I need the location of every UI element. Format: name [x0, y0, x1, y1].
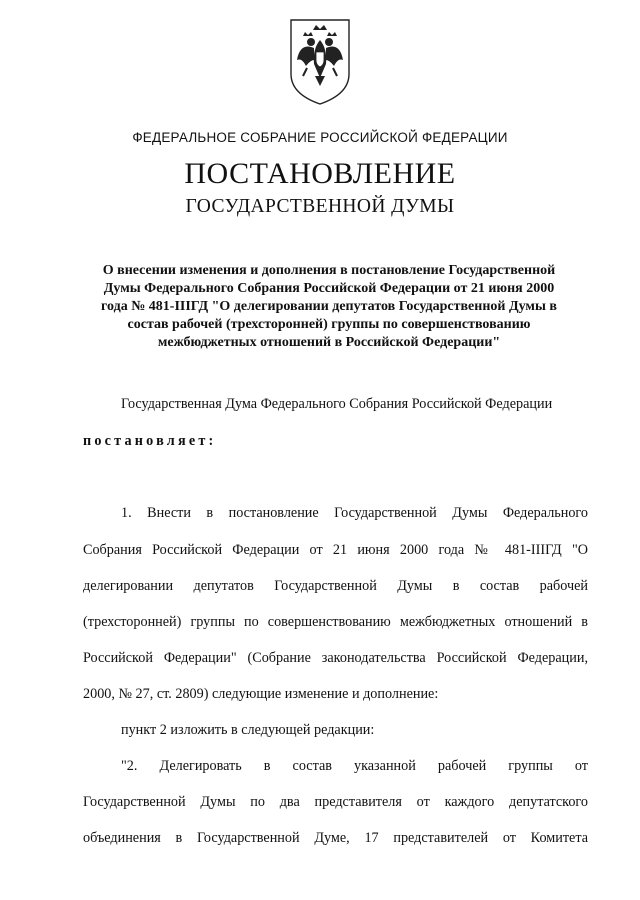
intro-paragraph: Государственная Дума Федерального Собрания Российской Федерации: [121, 396, 553, 412]
subject-line: Думы Федерального Собрания Российской Федерации от 21 июня 2000: [103, 281, 555, 296]
point1-line: 2000, № 27, ст. 2809) следующие изменение и дополнение:: [83, 686, 439, 702]
subject-line: О внесении изменения и дополнения в постановление Государственной: [102, 263, 556, 278]
point1-line: 1. Внести в постановление Государственной Думы Федерального: [121, 505, 588, 521]
organization-heading: ФЕДЕРАЛЬНОЕ СОБРАНИЕ РОССИЙСКОЙ ФЕДЕРАЦИИ: [132, 130, 508, 145]
document-title: ПОСТАНОВЛЕНИЕ: [184, 157, 456, 190]
resolves-keyword: постановляет:: [83, 433, 217, 449]
document-subtitle: ГОСУДАРСТВЕННОЙ ДУМЫ: [185, 196, 455, 217]
point1-line: (трехсторонней) группы по совершенствованию межбюджетных отношений в: [83, 614, 588, 630]
subject-line: состав рабочей (трехсторонней) группы по совершенствованию: [127, 317, 531, 332]
point2-line: Государственной Думы по два представителя от каждого депутатского: [83, 794, 588, 810]
edit-instruction: пункт 2 изложить в следующей редакции:: [121, 722, 375, 738]
resolution-subject: [84, 262, 574, 352]
point1-line: Российской Федерации" (Собрание законодательства Российской Федерации,: [83, 650, 588, 666]
subject-line: межбюджетных отношений в Российской Федерации": [157, 335, 501, 350]
coat-of-arms-icon: [285, 16, 355, 106]
point2-line: объединения в Государственной Думе, 17 представителей от Комитета: [83, 830, 588, 846]
point1-line: делегировании депутатов Государственной Думы в состав рабочей: [83, 578, 588, 594]
point2-line: "2. Делегировать в состав указанной рабочей группы от: [121, 758, 588, 774]
subject-line: года № 481-IIIГД "О делегировании депутатов Государственной Думы в: [101, 299, 557, 314]
point1-line: Собрания Российской Федерации от 21 июня 2000 года № 481-IIIГД "О: [83, 542, 588, 558]
